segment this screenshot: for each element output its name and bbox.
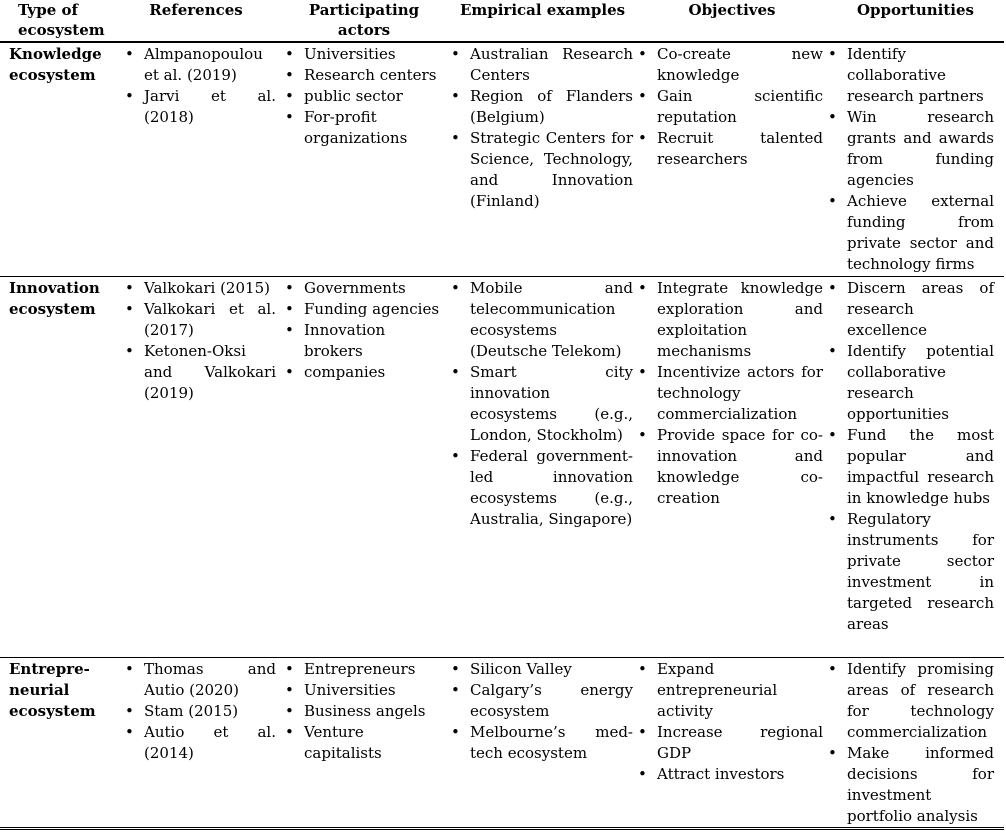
list-item: • Innovation brokers	[304, 320, 444, 362]
list-item: • Smart city innovation ecosystems (e.g., London, Stockholm)	[470, 362, 633, 446]
table-row-entrepreneurial	[0, 658, 1004, 829]
references-cell	[112, 277, 280, 658]
list-item: • Strategic Centers for Science, Technology, and Innovation (Finland)	[470, 128, 633, 212]
list-item: • Research centers	[304, 65, 444, 86]
list-item: • Co-create new knowledge	[657, 44, 823, 86]
header-examples: Empirical examples	[448, 0, 637, 42]
list-item: • Region of Flanders (Belgium)	[470, 86, 633, 128]
list-item: • Federal government-led innovation ecosystems (e.g., Australia, Singapore)	[470, 446, 633, 530]
list-item: • Ketonen-Oksi and Valkokari (2019)	[144, 341, 276, 404]
list-item: • Mobile and telecommunication ecosystems (Deutsche Telekom)	[470, 278, 633, 362]
ecosystem-type-cell: Innovation ecosystem	[0, 277, 112, 658]
actors-cell	[280, 42, 448, 277]
list-item: • Entrepreneurs	[304, 659, 444, 680]
header-row	[0, 0, 1004, 42]
list-item: • Business angels	[304, 701, 444, 722]
opportunities-cell	[827, 277, 1004, 658]
ecosystem-type-cell: Entrepre-neurial ecosystem	[0, 658, 112, 829]
list-item: • Autio et al. (2014)	[144, 722, 276, 764]
list-item: • Jarvi et al. (2018)	[144, 86, 276, 128]
list-item: • companies	[304, 362, 444, 383]
list-item: • Universities	[304, 680, 444, 701]
header-opportunities: Opportunities	[827, 0, 1004, 42]
table-row-knowledge	[0, 42, 1004, 277]
actors-cell	[280, 658, 448, 829]
list-item: • Valkokari (2015)	[144, 278, 276, 299]
ecosystem-type-cell: Knowledge ecosystem	[0, 42, 112, 277]
list-item: • public sector	[304, 86, 444, 107]
list-item: • Australian Research Centers	[470, 44, 633, 86]
opportunities-cell	[827, 658, 1004, 829]
header-objectives: Objectives	[637, 0, 827, 42]
list-item: • Calgary’s energy ecosystem	[470, 680, 633, 722]
list-item: • Identify collaborative research partners	[847, 44, 994, 107]
list-item: • Governments	[304, 278, 444, 299]
list-item: • Recruit talented researchers	[657, 128, 823, 170]
list-item: • Stam (2015)	[144, 701, 276, 722]
references-cell	[112, 42, 280, 277]
objectives-cell	[637, 658, 827, 829]
examples-cell	[448, 277, 637, 658]
header-type: Type of ecosystem	[0, 0, 112, 42]
list-item: • Identify promising areas of research for technology commercialization	[847, 659, 994, 743]
list-item: • Provide space for co-innovation and knowledge co-creation	[657, 425, 823, 509]
list-item: • Incentivize actors for technology commercialization	[657, 362, 823, 425]
list-item: • Gain scientific reputation	[657, 86, 823, 128]
list-item: • Thomas and Autio (2020)	[144, 659, 276, 701]
header-actors: Participating actors	[280, 0, 448, 42]
list-item: • Integrate knowledge exploration and exploitation mechanisms	[657, 278, 823, 362]
list-item: • Expand entrepreneurial activity	[657, 659, 823, 722]
list-item: • Win research grants and awards from funding agencies	[847, 107, 994, 191]
header-references: References	[112, 0, 280, 42]
list-item: • Discern areas of research excellence	[847, 278, 994, 341]
list-item: • Universities	[304, 44, 444, 65]
list-item: • Achieve external funding from private sector and technology firms	[847, 191, 994, 275]
list-item: • Venture capitalists	[304, 722, 444, 764]
list-item: • For-profit organizations	[304, 107, 444, 149]
list-item: • Silicon Valley	[470, 659, 633, 680]
examples-cell	[448, 42, 637, 277]
list-item: • Fund the most popular and impactful research in knowledge hubs	[847, 425, 994, 509]
list-item: • Funding agencies	[304, 299, 444, 320]
objectives-cell	[637, 42, 827, 277]
table-row-innovation	[0, 277, 1004, 658]
list-item: • Make informed decisions for investment portfolio analysis	[847, 743, 994, 827]
list-item: • Melbourne’s med-tech ecosystem	[470, 722, 633, 764]
list-item: • Increase regional GDP	[657, 722, 823, 764]
list-item: • Almpanopoulou et al. (2019)	[144, 44, 276, 86]
actors-cell	[280, 277, 448, 658]
list-item: • Valkokari et al. (2017)	[144, 299, 276, 341]
list-item: • Identify potential collaborative research opportunities	[847, 341, 994, 425]
objectives-cell	[637, 277, 827, 658]
list-item: • Attract investors	[657, 764, 823, 785]
opportunities-cell	[827, 42, 1004, 277]
references-cell	[112, 658, 280, 829]
list-item: • Regulatory instruments for private sector investment in targeted research areas	[847, 509, 994, 635]
examples-cell	[448, 658, 637, 829]
